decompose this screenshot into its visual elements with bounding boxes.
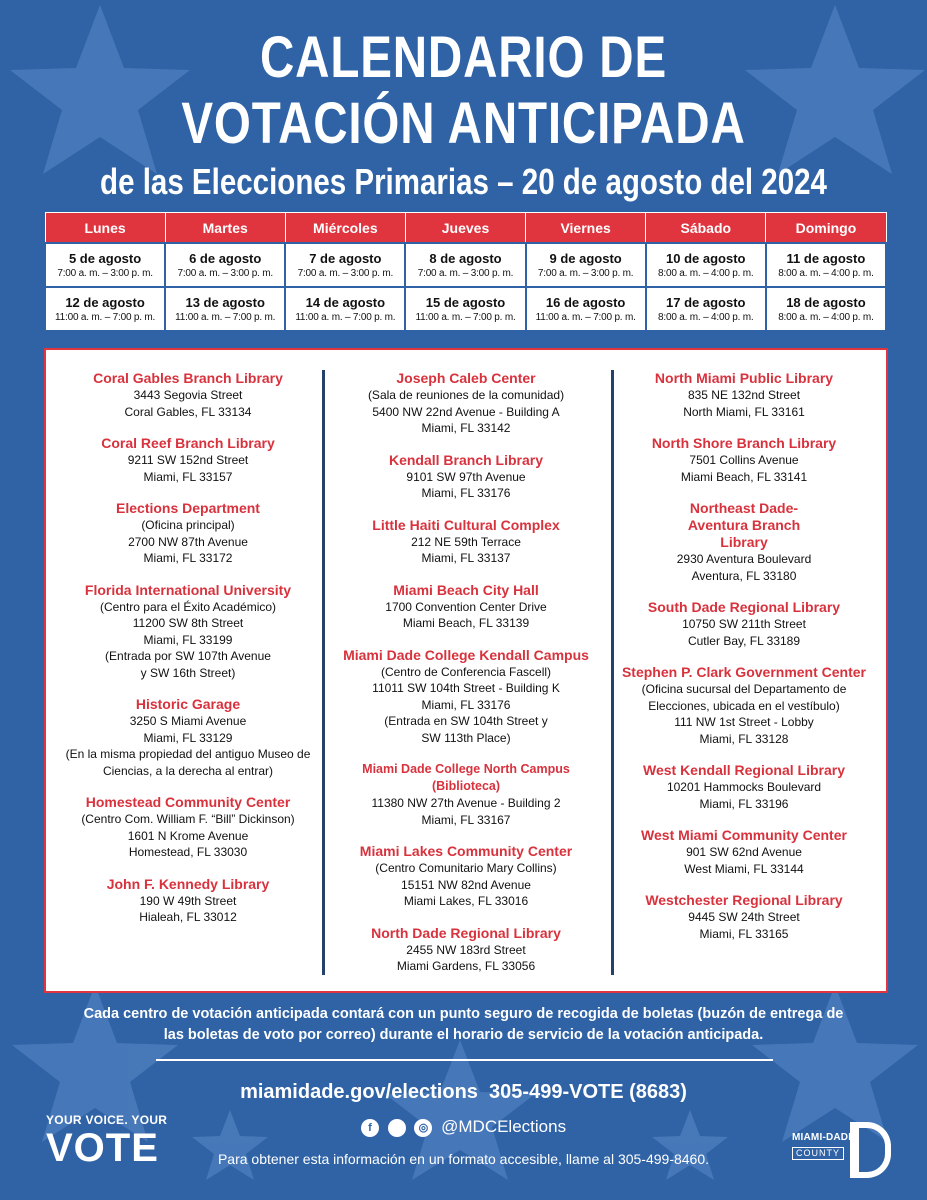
cell-date: 14 de agosto [305, 294, 386, 310]
location-name: Coral Reef Branch Library [101, 435, 275, 451]
location-line: y SW 16th Street) [140, 665, 236, 680]
location-line: (Centro de Conferencia Fascell) [380, 664, 552, 679]
calendar-cell [646, 243, 766, 287]
location-line: Cutler Bay, FL 33189 [687, 633, 801, 648]
location-line: 2700 NW 87th Avenue [128, 534, 248, 549]
page-title-line1: CALENDARIO DE [259, 25, 668, 90]
location-line: Miami Lakes, FL 33016 [403, 894, 529, 908]
location-line: Miami, FL 33167 [421, 812, 511, 827]
location-entry [50, 794, 326, 861]
page-title-line2: VOTACIÓN ANTICIPADA [181, 91, 746, 156]
calendar-cell [526, 243, 646, 287]
location-line: 15151 NW 82nd Avenue [401, 877, 531, 892]
day-header: Jueves [405, 213, 525, 244]
location-line: 5400 NW 22nd Avenue - Building A [372, 404, 560, 419]
location-name: Historic Garage [135, 696, 241, 712]
calendar-cell [405, 287, 525, 331]
location-entry [50, 696, 326, 779]
location-line: 9211 SW 152nd Street [127, 453, 249, 467]
your-voice-your-vote-logo [46, 1113, 186, 1169]
location-entry [606, 892, 882, 942]
calendar-cell [165, 243, 285, 287]
cell-date: 7 de agosto [309, 250, 382, 266]
location-line: Hialeah, FL 33012 [139, 910, 237, 924]
location-entry [328, 582, 604, 632]
location-entry [606, 435, 882, 485]
cell-hours: 8:00 a. m. – 4:00 p. m. [778, 311, 874, 323]
note-line: Cada centro de votación anticipada contará con un punto seguro de recogida de boletas (buzón de entrega de [83, 1006, 844, 1022]
location-name: John F. Kennedy Library [106, 875, 270, 892]
social-handle[interactable]: @MDCElections [441, 1117, 567, 1136]
location-line: Coral Gables, FL 33134 [124, 404, 252, 419]
location-line: (Oficina sucursal del Departamento de [641, 682, 847, 696]
cell-date: 8 de agosto [429, 250, 502, 266]
ballot-dropbox-note [60, 1004, 867, 1046]
location-name: North Dade Regional Library [371, 924, 561, 941]
day-header: Lunes [45, 213, 165, 244]
calendar-cell [405, 243, 525, 287]
location-line: Homestead, FL 33030 [128, 845, 248, 859]
location-line: 2455 NW 183rd Street [406, 942, 526, 957]
location-line: 10201 Hammocks Boulevard [666, 780, 822, 794]
slogan-line1: YOUR VOICE. YOUR [46, 1113, 168, 1127]
cell-hours: 7:00 a. m. – 3:00 p. m. [537, 267, 634, 279]
location-entry [50, 500, 326, 567]
location-line: 11011 SW 104th Street - Building K [372, 681, 560, 695]
location-line: 3443 Segovia Street [133, 388, 243, 402]
cell-date: 12 de agosto [65, 294, 145, 310]
location-entry [606, 370, 882, 420]
location-line: Miami Gardens, FL 33056 [396, 959, 536, 973]
location-line: Miami, FL 33196 [699, 796, 789, 811]
cell-hours: 7:00 a. m. – 3:00 p. m. [297, 267, 394, 279]
cell-hours: 7:00 a. m. – 3:00 p. m. [177, 267, 273, 279]
calendar-cell [285, 243, 405, 287]
location-name: Elections Department [116, 500, 260, 516]
cell-date: 10 de agosto [666, 250, 746, 266]
location-name: Joseph Caleb Center [396, 370, 536, 386]
location-line: 3250 S Miami Avenue [129, 714, 247, 728]
location-entry [328, 370, 604, 437]
location-line: 9445 SW 24th Street [688, 910, 800, 924]
calendar-week-row [45, 243, 886, 287]
location-line: (En la misma propiedad del antiguo Museo de [65, 747, 311, 761]
cell-date: 13 de agosto [185, 294, 265, 310]
cell-hours: 8:00 a. m. – 4:00 p. m. [658, 311, 754, 323]
location-entry [606, 827, 882, 877]
calendar-cell [766, 287, 886, 331]
calendar-cell [45, 243, 165, 287]
note-line: las boletas de voto por correo) durante el horario de servicio de la votación anticipada. [163, 1027, 764, 1043]
day-header: Sábado [646, 213, 766, 244]
location-name: Westchester Regional Library [645, 892, 843, 908]
location-entry [606, 500, 882, 584]
location-line: 10750 SW 211th Street [682, 617, 806, 631]
location-line: (Sala de reuniones de la comunidad) [367, 388, 565, 402]
location-line: (Entrada en SW 104th Street y [384, 714, 548, 728]
location-entry [328, 452, 604, 502]
location-name: Miami Beach City Hall [393, 581, 539, 598]
day-header: Miércoles [285, 213, 405, 244]
location-line: (Centro Com. William F. “Bill” Dickinson) [81, 812, 295, 826]
locations-column-1 [50, 370, 326, 941]
location-line: Miami Beach, FL 33141 [680, 469, 808, 484]
location-line: 11380 NW 27th Avenue - Building 2 [371, 796, 561, 810]
cell-hours: 7:00 a. m. – 3:00 p. m. [417, 267, 514, 279]
location-line: Miami, FL 33129 [143, 730, 233, 745]
location-name: Miami Dade College Kendall Campus [343, 646, 589, 663]
location-line: SW 113th Place) [421, 730, 511, 745]
location-line: 901 SW 62nd Avenue [686, 845, 802, 859]
location-entry [328, 647, 604, 747]
location-line: 1700 Convention Center Drive [385, 599, 547, 614]
location-name: Florida International University [84, 581, 292, 598]
location-line: 9101 SW 97th Avenue [406, 469, 526, 484]
location-line: Miami, FL 33128 [699, 731, 789, 746]
location-line: Miami, FL 33176 [421, 697, 511, 712]
calendar-cell [165, 287, 285, 331]
cell-date: 16 de agosto [545, 294, 626, 310]
location-name: West Kendall Regional Library [642, 762, 845, 778]
footer-divider [156, 1059, 773, 1061]
calendar-header-row [45, 213, 886, 244]
location-entry [50, 370, 326, 420]
cell-date: 5 de agosto [68, 250, 142, 266]
cell-hours: 11:00 a. m. – 7:00 p. m. [295, 311, 396, 323]
location-entry [606, 762, 882, 812]
location-name: Little Haiti Cultural Complex [372, 516, 560, 533]
calendar-cell [646, 287, 766, 331]
location-line: Aventura, FL 33180 [691, 568, 797, 583]
page-subtitle: de las Elecciones Primarias – 20 de agosto del 2024 [100, 161, 827, 202]
cell-hours: 11:00 a. m. – 7:00 p. m. [415, 311, 516, 323]
location-name: Stephen P. Clark Government Center [621, 664, 867, 680]
location-line: 2930 Aventura Boulevard [676, 552, 812, 566]
location-entry [328, 843, 604, 910]
day-header: Viernes [526, 213, 646, 244]
logo-line1: MIAMI-DADE [792, 1132, 856, 1143]
location-name: Miami Dade College North Campus (Biblioteca) [362, 762, 570, 793]
slogan-line2: VOTE [46, 1126, 159, 1170]
location-entry [328, 761, 604, 828]
location-line: (Centro para el Éxito Académico) [99, 599, 277, 614]
d-shape-icon [850, 1122, 891, 1178]
cell-date: 6 de agosto [189, 250, 262, 266]
cell-hours: 8:00 a. m. – 4:00 p. m. [658, 267, 754, 279]
cell-hours: 7:00 a. m. – 3:00 p. m. [57, 267, 153, 279]
location-name: North Miami Public Library [654, 370, 834, 386]
cell-hours: 8:00 a. m. – 4:00 p. m. [778, 267, 874, 279]
location-line: 190 W 49th Street [139, 893, 237, 908]
accessibility-note: Para obtener esta información en un formato accesible, llame al 305-499-8460. [217, 1151, 710, 1167]
location-name: West Miami Community Center [641, 827, 847, 843]
location-entry [606, 599, 882, 649]
calendar-cell [285, 287, 405, 331]
location-line: Miami, FL 33137 [421, 551, 511, 565]
location-line: Elecciones, ubicada en el vestíbulo) [648, 698, 840, 713]
location-line: (Entrada por SW 107th Avenue [105, 649, 271, 663]
location-entry [50, 876, 326, 926]
logo-line2: COUNTY [792, 1147, 844, 1160]
location-line: (Centro Comunitario Mary Collins) [375, 861, 557, 875]
location-line: Miami, FL 33142 [421, 421, 511, 435]
location-line: Miami, FL 33176 [421, 486, 511, 500]
facebook-icon[interactable]: f [361, 1119, 379, 1137]
website-link[interactable]: miamidade.gov/elections [240, 1081, 478, 1103]
location-name: North Shore Branch Library [651, 435, 837, 451]
location-name: Homestead Community Center [85, 794, 291, 810]
early-voting-calendar [44, 212, 887, 332]
location-line: North Miami, FL 33161 [683, 404, 805, 419]
day-header: Domingo [766, 213, 886, 244]
contact-line [0, 1080, 927, 1104]
calendar-cell [526, 287, 646, 331]
calendar-week-row [45, 287, 886, 331]
location-line: Miami, FL 33172 [143, 551, 233, 565]
location-line: Miami, FL 33165 [699, 926, 789, 941]
x-icon[interactable] [388, 1119, 406, 1137]
locations-panel [44, 348, 888, 993]
location-line: 7501 Collins Avenue [689, 453, 799, 467]
location-name: Coral Gables Branch Library [93, 370, 283, 386]
location-name: South Dade Regional Library [647, 599, 841, 615]
location-line: Miami, FL 33157 [143, 469, 233, 484]
cell-hours: 11:00 a. m. – 7:00 p. m. [55, 311, 156, 323]
location-line: 111 NW 1st Street - Lobby [674, 715, 814, 729]
cell-date: 18 de agosto [786, 294, 866, 310]
calendar-cell [766, 243, 886, 287]
location-entry [606, 664, 882, 747]
location-name: Kendall Branch Library [388, 451, 544, 468]
cell-date: 9 de agosto [549, 250, 622, 266]
location-line: West Miami, FL 33144 [684, 861, 804, 876]
location-line: Miami Beach, FL 33139 [402, 616, 530, 630]
location-entry [50, 582, 326, 682]
instagram-icon[interactable]: ◎ [414, 1119, 432, 1137]
cell-date: 17 de agosto [666, 294, 746, 310]
location-line: 11200 SW 8th Street [132, 616, 244, 630]
cell-hours: 11:00 a. m. – 7:00 p. m. [535, 311, 636, 323]
phone-number: 305-499-VOTE (8683) [489, 1081, 687, 1103]
cell-hours: 11:00 a. m. – 7:00 p. m. [175, 311, 276, 323]
location-line: Miami, FL 33199 [143, 632, 233, 647]
locations-column-3 [606, 370, 882, 957]
location-line: Ciencias, a la derecha al entrar) [102, 763, 274, 778]
location-entry [328, 925, 604, 975]
location-line: 212 NE 59th Terrace [411, 534, 521, 549]
location-line: (Oficina principal) [141, 518, 235, 532]
locations-column-2 [328, 370, 604, 990]
location-line: 1601 N Krome Avenue [127, 828, 249, 843]
location-name: Northeast Dade-Aventura Branch Library [687, 500, 801, 550]
location-entry [50, 435, 326, 485]
calendar-cell [45, 287, 165, 331]
day-header: Martes [165, 213, 285, 244]
miami-dade-logo [792, 1122, 887, 1168]
cell-date: 11 de agosto [786, 250, 866, 266]
location-line: 835 NE 132nd Street [687, 388, 801, 402]
location-name: Miami Lakes Community Center [359, 843, 573, 859]
cell-date: 15 de agosto [425, 294, 506, 310]
location-entry [328, 517, 604, 567]
